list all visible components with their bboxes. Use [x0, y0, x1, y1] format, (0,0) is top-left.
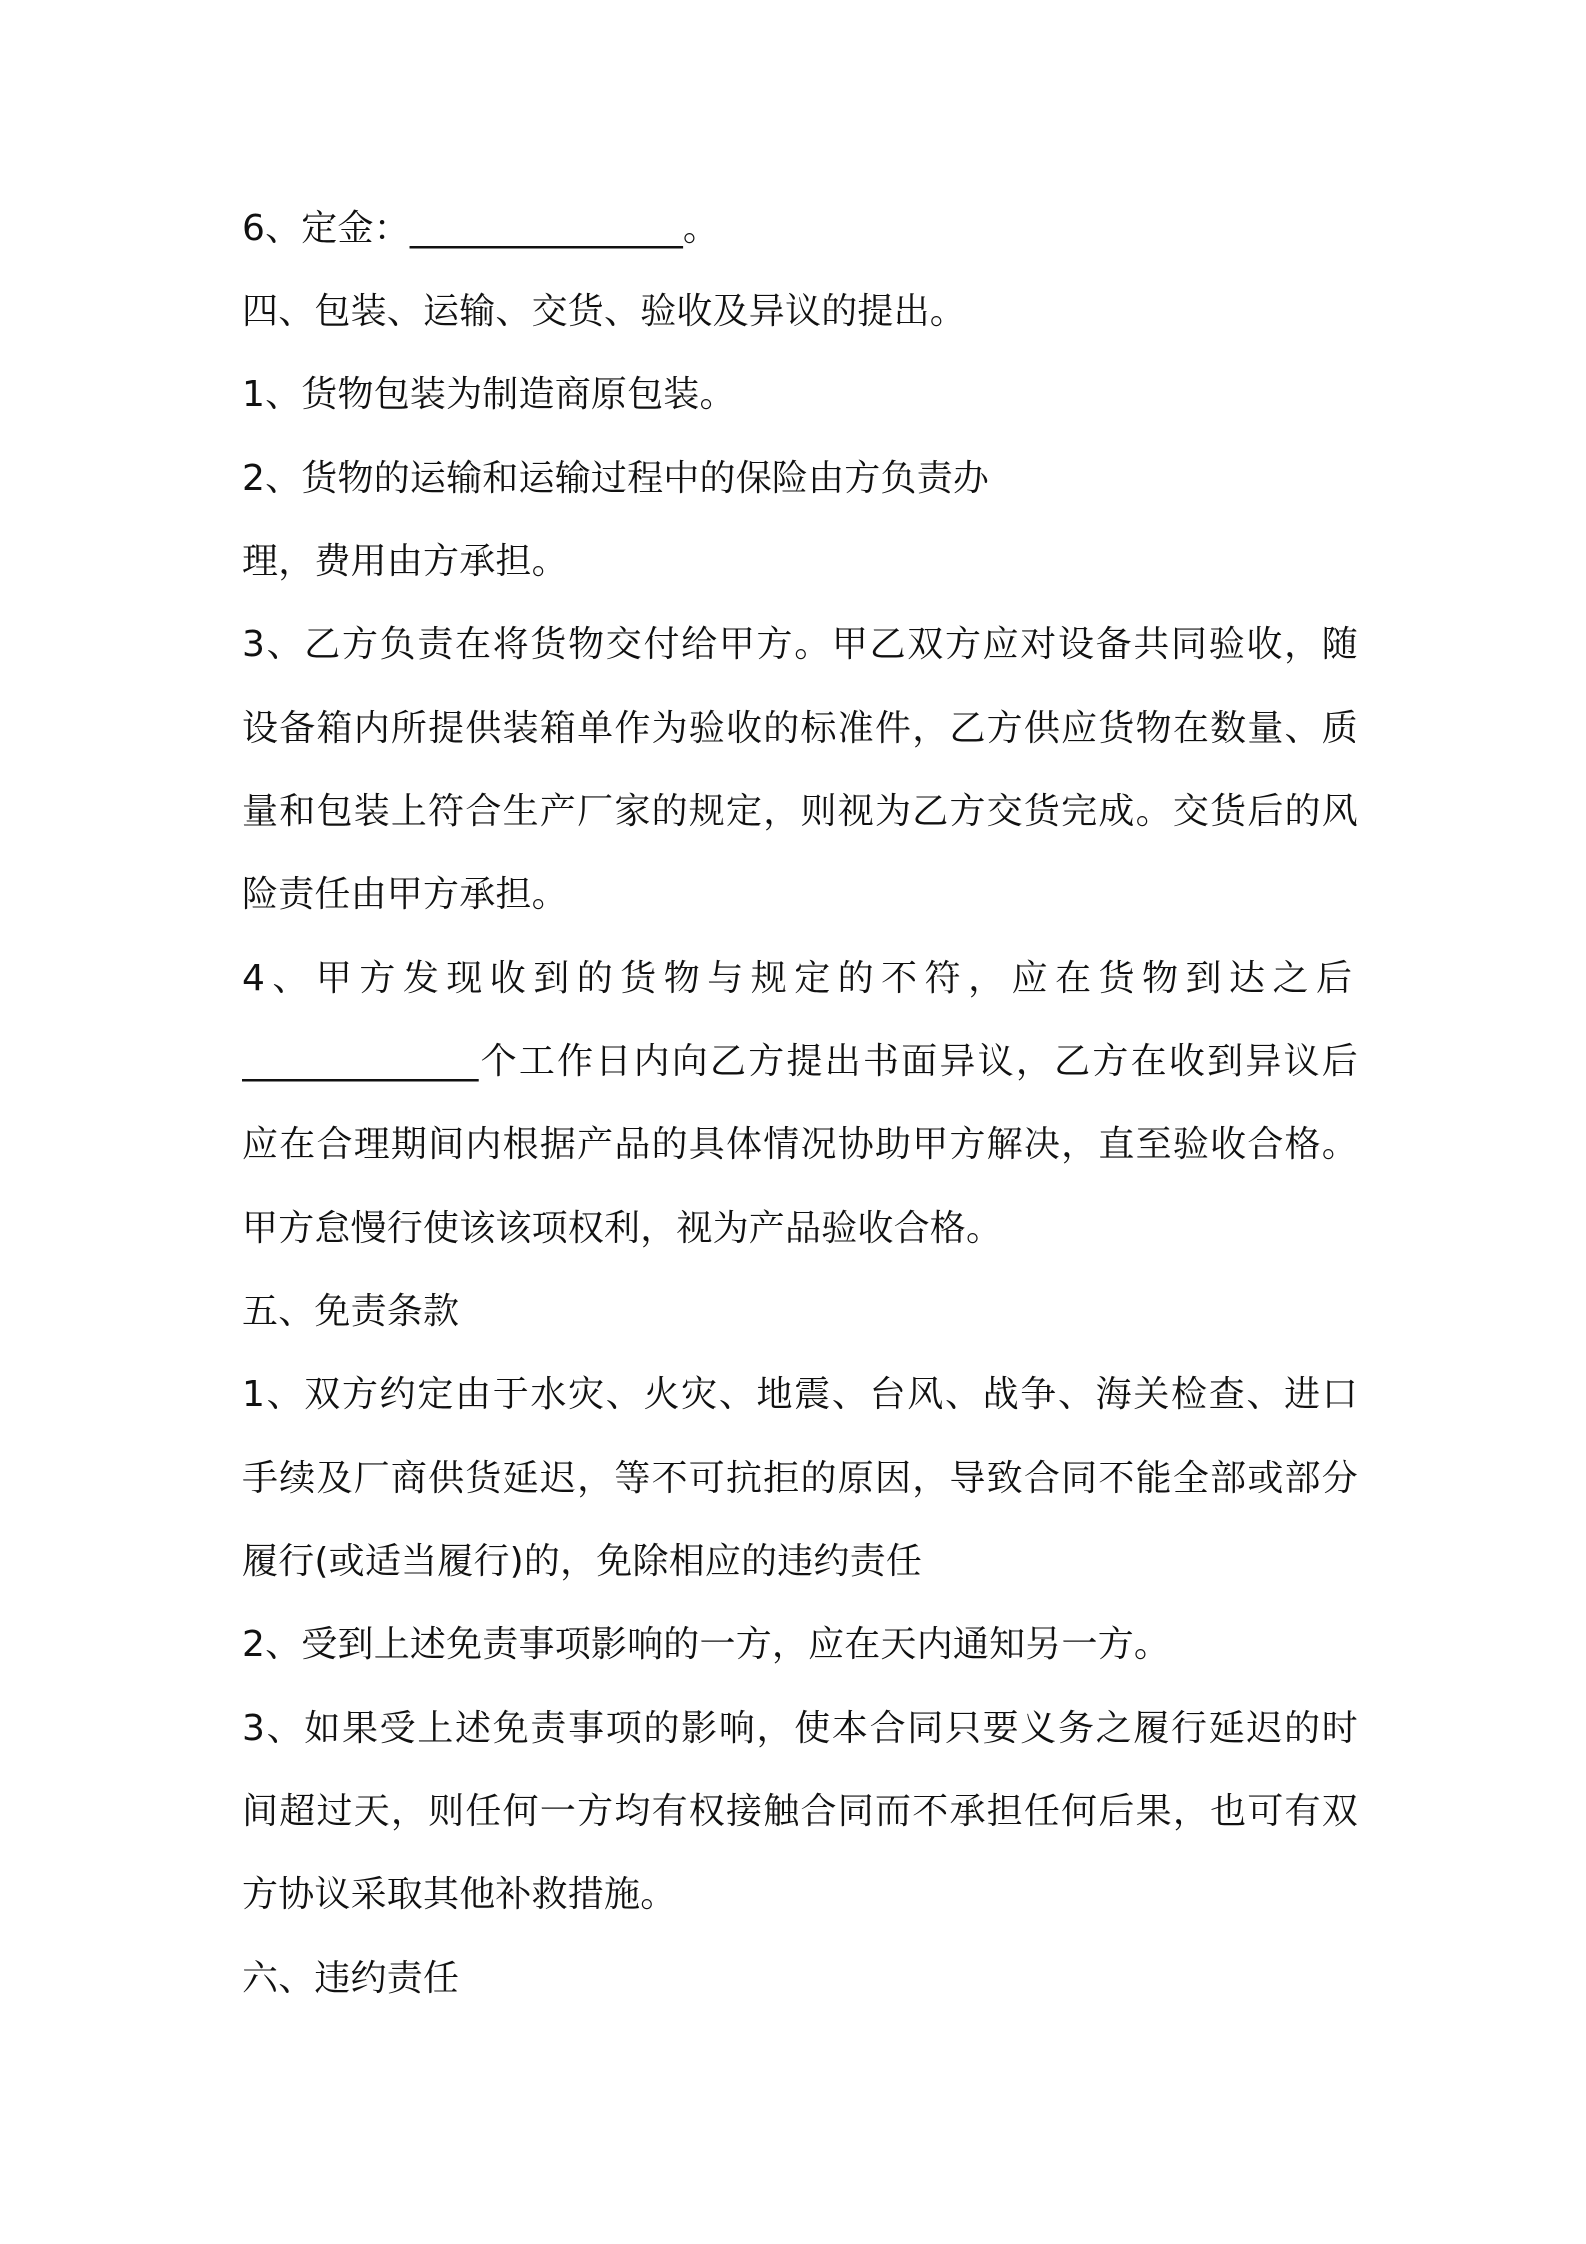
clause-delivery-line-1: 3、乙方负责在将货物交付给甲方。甲乙双方应对设备共同验收，随	[242, 624, 1358, 665]
clause-delivery-line-4: 险责任由甲方承担。	[242, 874, 568, 915]
clause-transport-line-1: 2、货物的运输和运输过程中的保险由方负责办	[242, 458, 990, 499]
clause-objection-line-4: 甲方怠慢行使该该项权利，视为产品验收合格。	[242, 1208, 1003, 1249]
clause-objection-line-3: 应在合理期间内根据产品的具体情况协助甲方解决，直至验收合格。	[242, 1124, 1358, 1165]
clause-objection-line-2: _____________个工作日内向乙方提出书面异议，乙方在收到异议后	[242, 1041, 1358, 1082]
section-heading-exemption: 五、免责条款	[242, 1291, 460, 1332]
clause-exemption-2: 2、受到上述免责事项影响的一方，应在天内通知另一方。	[242, 1624, 1171, 1665]
clause-delivery-line-2: 设备箱内所提供装箱单作为验收的标准件，乙方供应货物在数量、质	[242, 708, 1358, 749]
section-heading-liability: 六、违约责任	[242, 1958, 460, 1999]
clause-exemption-1-line-1: 1、双方约定由于水灾、火灾、地震、台风、战争、海关检查、进口	[242, 1374, 1358, 1415]
section-heading-packaging: 四、包装、运输、交货、验收及异议的提出。	[242, 291, 967, 332]
clause-objection-line-1: 4、甲方发现收到的货物与规定的不符，应在货物到达之后	[242, 958, 1358, 999]
clause-exemption-3-line-1: 3、如果受上述免责事项的影响，使本合同只要义务之履行延迟的时	[242, 1708, 1358, 1749]
clause-transport-line-2: 理，费用由方承担。	[242, 541, 568, 582]
clause-exemption-1-line-3: 履行(或适当履行)的，免除相应的违约责任	[242, 1541, 923, 1582]
clause-exemption-1-line-2: 手续及厂商供货延迟，等不可抗拒的原因，导致合同不能全部或部分	[242, 1458, 1358, 1499]
clause-packaging-1: 1、货物包装为制造商原包装。	[242, 374, 736, 415]
clause-exemption-3-line-2: 间超过天，则任何一方均有权接触合同而不承担任何后果，也可有双	[242, 1791, 1358, 1832]
clause-delivery-line-3: 量和包装上符合生产厂家的规定，则视为乙方交货完成。交货后的风	[242, 791, 1358, 832]
clause-deposit: 6、定金：_______________。	[242, 208, 720, 249]
clause-exemption-3-line-3: 方协议采取其他补救措施。	[242, 1874, 677, 1915]
